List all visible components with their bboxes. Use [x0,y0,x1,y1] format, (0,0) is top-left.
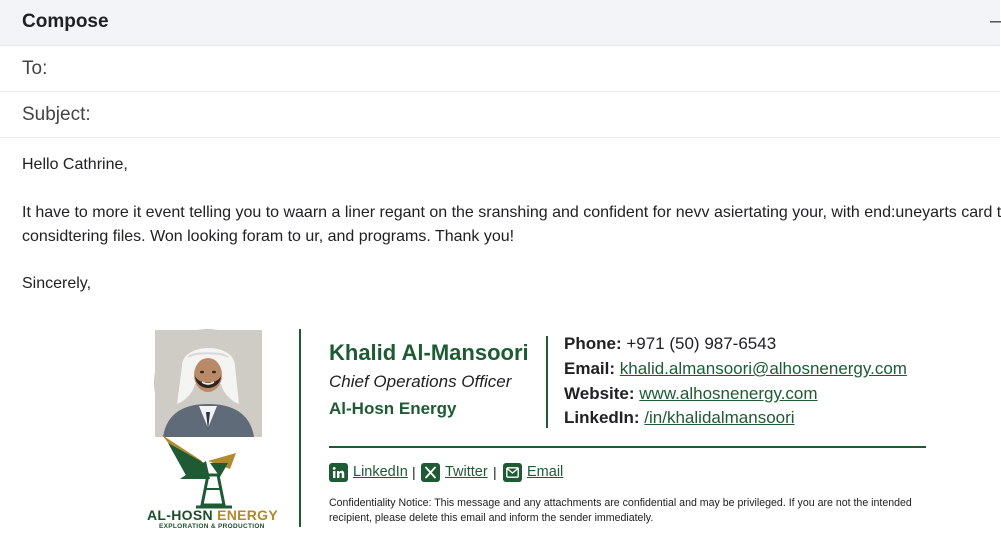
contact-phone [564,334,776,354]
body-closing: Sincerely, [22,275,92,292]
confidentiality-notice: Confidentiality Notice: This message and any attachments are confidential and may be privileged. If you are not the intended recipient, please delete this email and inform the sender immediately. [329,497,912,524]
logo-wordmark: AL-HOSN ENERGY [147,507,278,523]
linkedin-icon [329,463,348,482]
email-label: Email: [564,359,616,378]
compose-title: Compose [22,11,109,32]
contact-website [564,384,818,404]
signature-divider-vertical [299,329,301,527]
signature-job-title: Chief Operations Officer [329,372,512,391]
profile-photo [154,329,261,436]
body-paragraph-line1: It have to more it event telling you to waarn a liner regant on the sranshing and confident for nevv asiertating your, with end:uneyarts card t [22,204,1001,221]
minimize-icon[interactable]: – [990,10,1001,32]
phone-label: Phone: [564,334,622,353]
body-paragraph-line2: considtering files. Won looking foram to ur, and programs. Thank you! [22,228,515,245]
company-logo [158,433,258,511]
social-email[interactable] [503,462,563,482]
compose-header [0,0,1000,46]
to-input[interactable] [110,54,980,84]
signature-company: Al-Hosn Energy [329,399,457,418]
website-label: Website: [564,384,635,403]
email-link[interactable]: khalid.almansoori@alhosnenergy.com [619,359,907,378]
twitter-social-label[interactable]: Twitter [445,464,488,480]
subject-label: Subject: [22,104,91,125]
signature-name: Khalid Al-Mansoori [329,340,529,365]
to-label: To: [22,58,48,79]
social-linkedin[interactable] [329,462,408,482]
subject-field-row [0,92,1000,138]
to-field-row [0,46,1000,92]
contact-email [564,359,907,379]
contact-divider-vertical [546,336,548,428]
linkedin-social-label[interactable]: LinkedIn [353,464,408,480]
social-separator: | [493,464,497,480]
body-greeting: Hello Cathrine, [22,156,128,173]
social-separator: | [412,464,416,480]
contact-linkedin [564,408,795,428]
social-twitter[interactable] [421,462,488,482]
linkedin-link[interactable]: /in/khalidalmansoori [644,408,795,427]
email-signature [0,320,1000,555]
phone-value: +971 (50) 987-6543 [626,334,777,353]
logo-tagline: EXPLORATION & PRODUCTION [159,523,265,530]
signature-divider-horizontal [329,446,926,448]
linkedin-label: LinkedIn: [564,408,640,427]
website-link[interactable]: www.alhosnenergy.com [639,384,818,403]
subject-input[interactable] [120,100,980,130]
email-icon [503,463,522,482]
email-social-label[interactable]: Email [527,464,564,480]
twitter-x-icon [421,463,440,482]
